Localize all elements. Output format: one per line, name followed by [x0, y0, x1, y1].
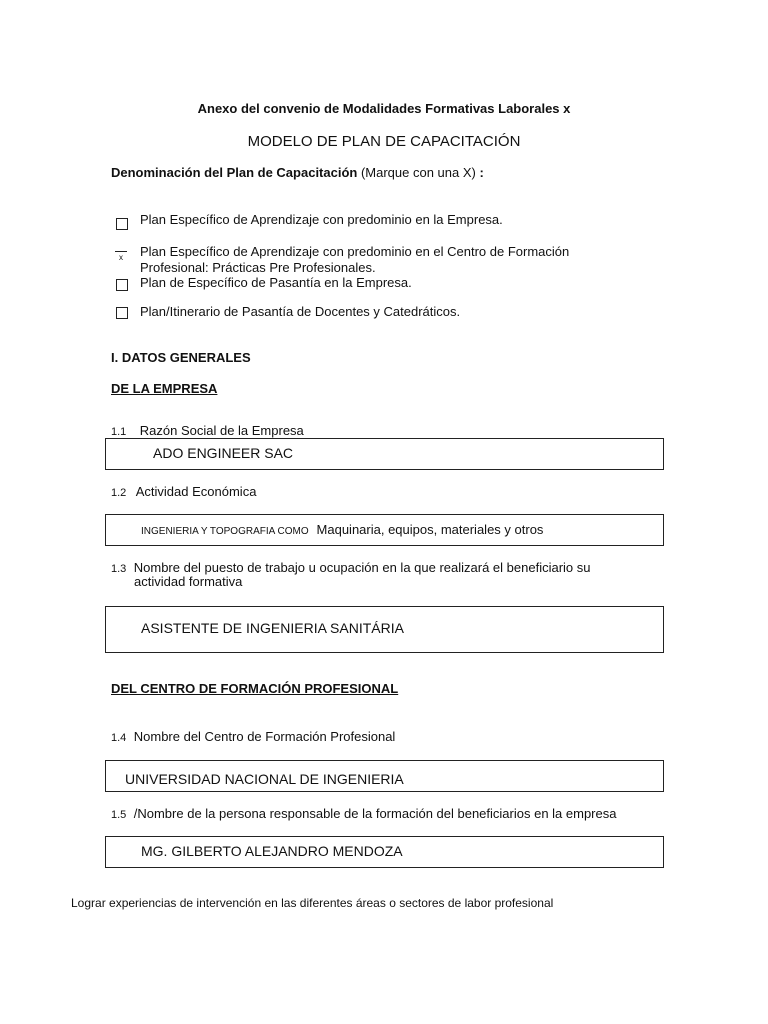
razon-social-value: ADO ENGINEER SAC	[153, 445, 294, 461]
actividad-economica-field[interactable]	[105, 514, 664, 546]
razon-social-field[interactable]	[105, 438, 664, 470]
section-datos-generales: I. DATOS GENERALES	[111, 350, 251, 365]
centro-formacion-field[interactable]	[105, 760, 664, 792]
option-4-label: Plan/Itinerario de Pasantía de Docentes y Catedráticos.	[140, 304, 461, 319]
document-header: Anexo del convenio de Modalidades Formativas Laborales x	[197, 101, 571, 116]
puesto-trabajo-value: ASISTENTE DE INGENIERIA SANITÁRIA	[141, 620, 404, 636]
option-2-label-line1: Plan Específico de Aprendizaje con predominio en el Centro de Formación	[140, 244, 570, 259]
responsable-value: MG. GILBERTO ALEJANDRO MENDOZA	[141, 843, 403, 859]
responsable-field[interactable]	[105, 836, 664, 868]
actividad-text: Maquinaria, equipos, materiales y otros	[316, 522, 544, 537]
option-2-label-line2: Profesional: Prácticas Pre Profesionales.	[140, 260, 376, 275]
field-1-5-label	[111, 805, 616, 823]
field-1-2-number: 1.2	[111, 487, 127, 499]
field-1-3-text-line2: actividad formativa	[134, 574, 243, 589]
section-centro-formacion: DEL CENTRO DE FORMACIÓN PROFESIONAL	[111, 681, 399, 696]
objective-text: Lograr experiencias de intervención en las diferentes áreas o sectores de labor profesional	[71, 896, 554, 910]
denominacion-label: Denominación del Plan de Capacitación	[111, 165, 358, 180]
centro-formacion-value: UNIVERSIDAD NACIONAL DE INGENIERIA	[125, 771, 404, 787]
field-1-2-text: Actividad Económica	[135, 484, 257, 499]
field-1-4-text: Nombre del Centro de Formación Profesional	[133, 729, 396, 744]
puesto-trabajo-field[interactable]	[105, 606, 664, 653]
denominacion-colon: :	[479, 165, 484, 180]
field-1-1-number: 1.1	[111, 426, 127, 438]
checkbox-option-1[interactable]	[116, 218, 128, 230]
field-1-5-text: /Nombre de la persona responsable de la formación del beneficiarios en la empresa	[133, 806, 617, 821]
actividad-prefix: INGENIERIA Y TOPOGRAFIA COMO	[141, 526, 309, 537]
actividad-economica-value	[141, 521, 543, 537]
field-1-2-label	[111, 483, 256, 501]
field-1-3-number: 1.3	[111, 563, 127, 575]
field-1-5-number: 1.5	[111, 809, 127, 821]
denominacion-hint: (Marque con una X)	[360, 165, 476, 180]
checkbox-x-mark: x	[119, 253, 123, 262]
checkbox-option-2[interactable]	[115, 251, 127, 264]
field-1-4-label	[111, 728, 395, 746]
denominacion-line	[111, 165, 484, 180]
option-1-label: Plan Específico de Aprendizaje con predominio en la Empresa.	[140, 212, 503, 227]
option-3-label: Plan de Específico de Pasantía en la Empresa.	[140, 275, 412, 290]
field-1-4-number: 1.4	[111, 732, 127, 744]
section-de-la-empresa: DE LA EMPRESA	[111, 381, 218, 396]
checkbox-option-3[interactable]	[116, 279, 128, 291]
field-1-1-text: Razón Social de la Empresa	[139, 423, 304, 438]
field-1-3-text-line1: Nombre del puesto de trabajo u ocupación en la que realizará el beneficiario su	[133, 560, 591, 575]
checkbox-option-4[interactable]	[116, 307, 128, 319]
page-title: MODELO DE PLAN DE CAPACITACIÓN	[247, 133, 521, 150]
